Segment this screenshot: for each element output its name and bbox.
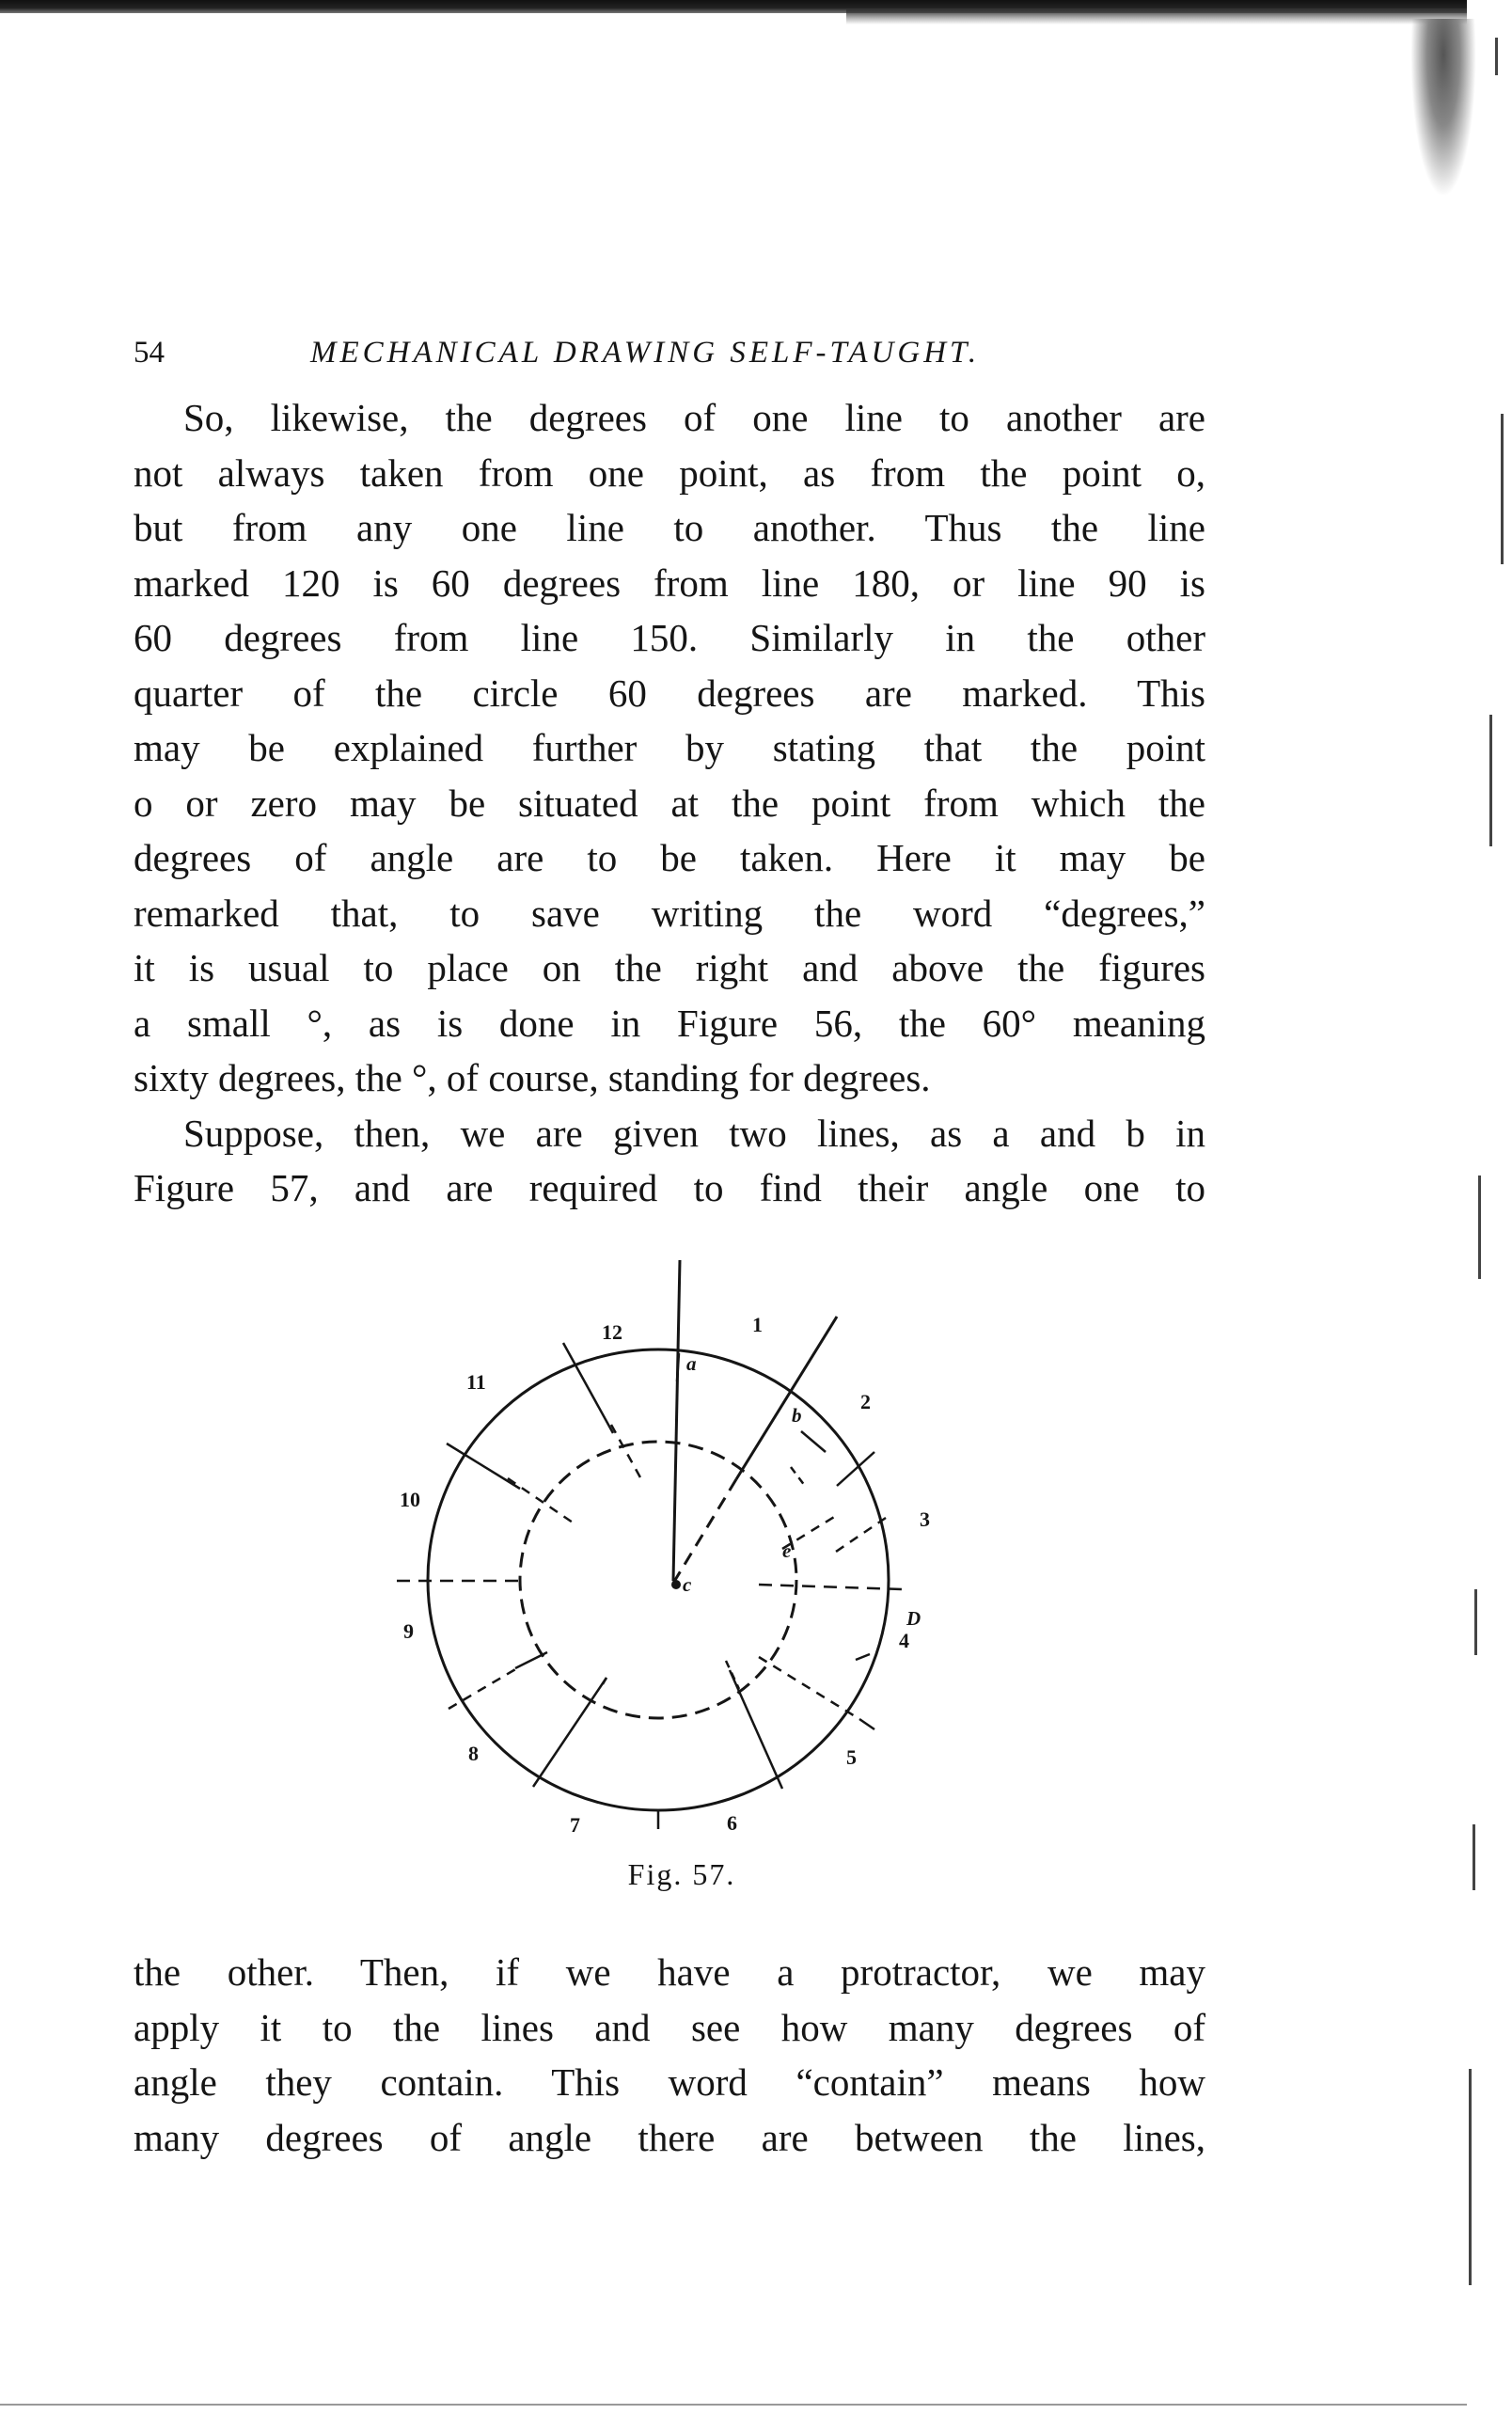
- scan-edge-mark: [1501, 414, 1504, 564]
- clock-label-1: 1: [752, 1313, 763, 1336]
- text-line: it is usual to place on the right and above the figures: [134, 946, 1205, 989]
- text-line: o or zero may be situated at the point from which the: [134, 781, 1205, 825]
- clock-label-4: 4: [899, 1629, 909, 1652]
- lower-text: [134, 1945, 1205, 2165]
- text-line: but from any one line to another. Thus the line: [134, 506, 1205, 549]
- scan-edge-mark: [1469, 2069, 1472, 2285]
- point-label-e: e: [782, 1539, 792, 1562]
- text-line: many degrees of angle there are between the lines,: [134, 2115, 1205, 2159]
- text-line: Figure 57, and are required to find their angle one to: [134, 1166, 1205, 1209]
- clock-label-9: 9: [403, 1619, 414, 1643]
- line-a: [673, 1260, 680, 1581]
- clock-label-5: 5: [846, 1745, 857, 1769]
- text-line: remarked that, to save writing the word “degrees,”: [134, 891, 1205, 935]
- scan-edge-mark: [1474, 1589, 1477, 1655]
- text-line: sixty degrees, the °, of course, standing for degrees.: [134, 1056, 931, 1099]
- clock-label-6: 6: [727, 1811, 737, 1835]
- scan-bottom-edge: [0, 2404, 1467, 2406]
- scan-edge-mark: [1473, 1824, 1475, 1890]
- point-label-b: b: [792, 1404, 802, 1427]
- point-label-c: c: [683, 1573, 692, 1596]
- running-head: [134, 329, 1205, 376]
- line-b-outer: [736, 1317, 837, 1479]
- scan-top-edge-fade: [846, 9, 1467, 24]
- text-line: So, likewise, the degrees of one line to another are: [183, 396, 1205, 439]
- text-line: apply it to the lines and see how many degrees of: [134, 2005, 1205, 2049]
- scan-edge-mark: [1489, 715, 1492, 846]
- upper-text: [134, 390, 1205, 1216]
- text-line: quarter of the circle 60 degrees are marked. This: [134, 671, 1205, 715]
- clock-label-11: 11: [466, 1370, 486, 1394]
- text-line: degrees of angle are to be taken. Here it may be: [134, 836, 1205, 879]
- clock-label-7: 7: [570, 1813, 580, 1837]
- outer-circle: [428, 1349, 889, 1810]
- text-line: 60 degrees from line 150. Similarly in the other: [134, 616, 1205, 659]
- scan-edge-mark: [1478, 1176, 1481, 1279]
- clock-label-10: 10: [400, 1488, 420, 1511]
- text-line: marked 120 is 60 degrees from line 180, or line 90 is: [134, 560, 1205, 605]
- text-line: may be explained further by stating that the point: [134, 726, 1205, 769]
- point-label-a: a: [686, 1352, 697, 1375]
- figure-caption: Fig. 57.: [627, 1857, 736, 1891]
- running-title: MECHANICAL DRAWING SELF-TAUGHT.: [310, 336, 981, 370]
- line-b-inner: [669, 1479, 736, 1589]
- clock-label-2: 2: [860, 1390, 871, 1413]
- inner-dashed-circle: [520, 1442, 796, 1718]
- text-line: angle they contain. This word “contain” means how: [134, 2060, 1205, 2104]
- scan-edge-mark: [1495, 38, 1498, 75]
- clock-label-12: 12: [602, 1320, 622, 1344]
- text-line: Suppose, then, we are given two lines, as a and b in: [183, 1111, 1205, 1155]
- figure-57-diagram: [376, 1260, 959, 1843]
- point-label-d: D: [906, 1607, 921, 1630]
- clock-label-3: 3: [920, 1507, 930, 1531]
- center-point-c: [671, 1580, 681, 1589]
- scan-corner-shadow: [1410, 19, 1476, 197]
- page-number: 54: [134, 336, 165, 370]
- text-line: not always taken from one point, as from the point o,: [134, 450, 1205, 495]
- clock-label-8: 8: [468, 1742, 479, 1765]
- text-line: a small °, as is done in Figure 56, the 60° meaning: [134, 1001, 1205, 1045]
- text-line: the other. Then, if we have a protractor, we may: [134, 1950, 1205, 1994]
